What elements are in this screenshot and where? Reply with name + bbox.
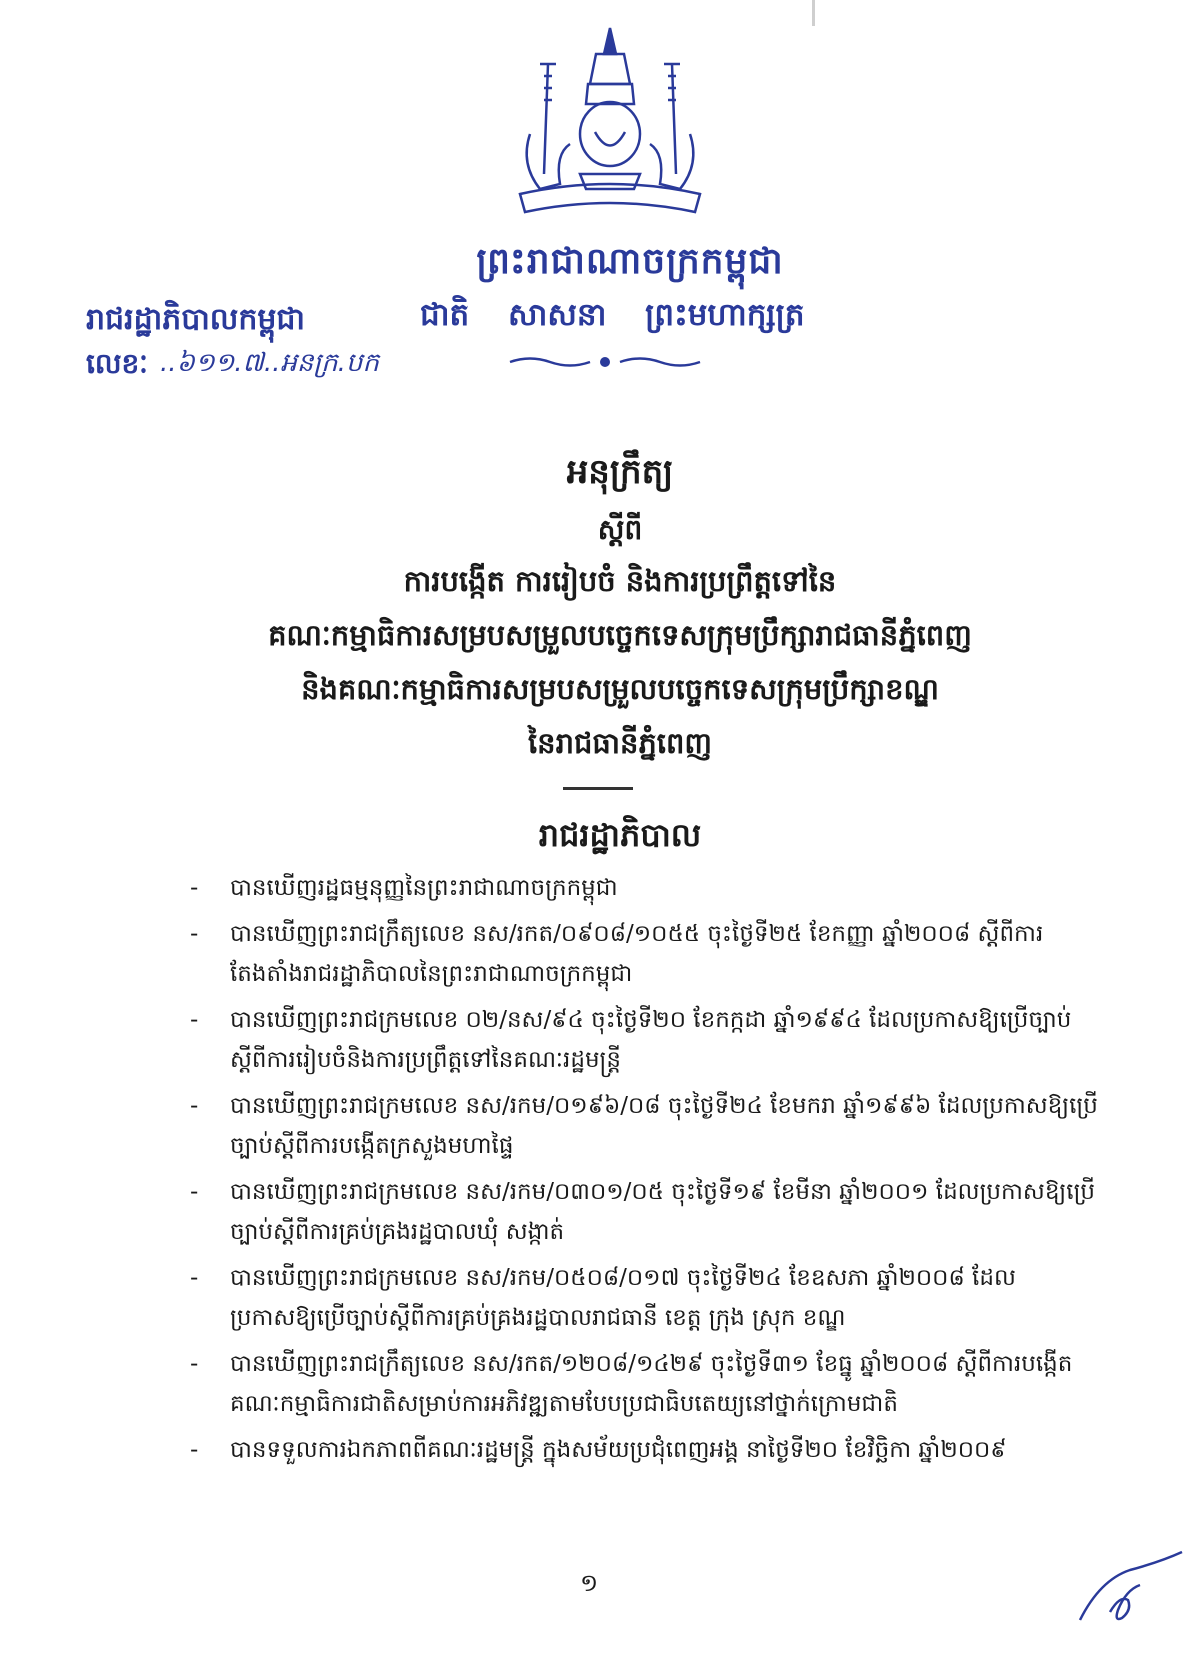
- list-dash: -: [190, 1007, 199, 1033]
- consideration-text: បានឃើញព្រះរាជក្រមលេខ នស/រកម/០៣០១/០៥ ចុះថ្ងៃទី១៩ ខែមីនា ឆ្នាំ២០០១ ដែលប្រកាសឱ្យប្រើច្បាប់ស្តីពីការគ្រប់គ្រងរដ្ឋបាលឃុំ សង្កាត់: [230, 1179, 1096, 1245]
- national-motto: ជាតិ សាសនា ព្រះមហាក្សត្រ: [420, 297, 805, 333]
- consideration-text: បានឃើញព្រះរាជក្រមលេខ នស/រកម/០១៩៦/០៨ ចុះថ្ងៃទី២៤ ខែមករា ឆ្នាំ១៩៩៦ ដែលប្រកាសឱ្យប្រើច្បាប់ស្តីពីការបង្កើតក្រសួងមហាផ្ទៃ: [230, 1093, 1098, 1159]
- consideration-item: [190, 1086, 1100, 1166]
- consideration-item: [190, 914, 1100, 994]
- list-dash: -: [190, 1351, 199, 1377]
- title-divider: [563, 787, 633, 790]
- title-line-1: ការបង្កើត ការរៀបចំ និងការប្រព្រឹត្តទៅនៃ: [403, 564, 837, 598]
- consideration-text: បានឃើញរដ្ឋធម្មនុញ្ញនៃព្រះរាជាណាចក្រកម្ពុជា: [230, 875, 618, 901]
- list-dash: -: [190, 1265, 199, 1291]
- list-dash: -: [190, 1093, 199, 1119]
- royal-emblem-icon: [500, 24, 720, 219]
- consideration-text: បានឃើញព្រះរាជក្រមលេខ នស/រកម/០៥០៨/០១៧ ចុះថ្ងៃទី២៤ ខែឧសភា ឆ្នាំ២០០៨ ដែលប្រកាសឱ្យប្រើច្បាប់ស្តីពីការគ្រប់គ្រងរដ្ឋបាលរាជធានី ខេត្ត ក្រុង ស្រុក ខណ្ឌ: [230, 1265, 1016, 1331]
- consideration-item: [190, 1430, 1100, 1470]
- list-dash: -: [190, 875, 199, 901]
- reference-label: លេខៈ: [86, 347, 148, 380]
- government-name: រាជរដ្ឋាភិបាលកម្ពុជា: [86, 302, 305, 337]
- consideration-text: បានឃើញព្រះរាជក្រមលេខ ០២/នស/៩៤ ចុះថ្ងៃទី២០ ខែកក្កដា ឆ្នាំ១៩៩៤ ដែលប្រកាសឱ្យប្រើច្បាប់ស្តីពីការរៀបចំនិងការប្រព្រឹត្តទៅនៃគណៈរដ្ឋមន្ត្រី: [230, 1007, 1072, 1073]
- consideration-text: បានទទួលការឯកភាពពីគណៈរដ្ឋមន្ត្រី ក្នុងសម័យប្រជុំពេញអង្គ នាថ្ងៃទី២០ ខែវិច្ឆិកា ឆ្នាំ២០០៩: [230, 1437, 1007, 1463]
- title-line-2: គណៈកម្មាធិការសម្របសម្រួលបច្ចេកទេសក្រុមប្រឹក្សារាជធានីភ្នំពេញ: [268, 618, 972, 652]
- considerations-list: [190, 868, 1100, 1476]
- list-dash: -: [190, 1437, 199, 1463]
- title-line-4: នៃរាជធានីភ្នំពេញ: [527, 726, 713, 760]
- consideration-item: [190, 868, 1100, 908]
- page-number: ១: [580, 1569, 599, 1597]
- title-line-3: និងគណៈកម្មាធិការសម្របសម្រួលបច្ចេកទេសក្រុមប្រឹក្សាខណ្ឌ: [301, 672, 939, 706]
- document-type-title: អនុក្រឹត្យ: [566, 452, 674, 492]
- consideration-item: [190, 1344, 1100, 1424]
- list-dash: -: [190, 921, 199, 947]
- initial-signature-icon: [1070, 1540, 1190, 1630]
- consideration-item: [190, 1000, 1100, 1080]
- ornamental-divider-icon: [505, 355, 705, 369]
- consideration-item: [190, 1258, 1100, 1338]
- issuer-heading: រាជរដ្ឋាភិបាល: [538, 816, 702, 854]
- consideration-text: បានឃើញព្រះរាជក្រឹត្យលេខ នស/រកត/០៩០៨/១០៥៥ ចុះថ្ងៃទី២៥ ខែកញ្ញា ឆ្នាំ២០០៨ ស្តីពីការតែងតាំងរាជរដ្ឋាភិបាលនៃព្រះរាជាណាចក្រកម្ពុជា: [230, 921, 1044, 987]
- consideration-text: បានឃើញព្រះរាជក្រឹត្យលេខ នស/រកត/១២០៨/១៤២៩ ចុះថ្ងៃទី៣១ ខែធ្នូ ឆ្នាំ២០០៨ ស្តីពីការបង្កើតគណៈកម្មាធិការជាតិសម្រាប់ការអភិវឌ្ឍតាមបែបប្រជាធិបតេយ្យនៅថ្នាក់ក្រោមជាតិ: [230, 1351, 1073, 1417]
- consideration-item: [190, 1172, 1100, 1252]
- scan-mark: [812, 0, 815, 26]
- kingdom-name: ព្រះរាជាណាចក្រកម្ពុជា: [476, 241, 784, 282]
- reference-number: ..៦១១.៧..អនក្រ.បក: [160, 348, 379, 378]
- list-dash: -: [190, 1179, 199, 1205]
- title-about: ស្តីពី: [597, 513, 643, 546]
